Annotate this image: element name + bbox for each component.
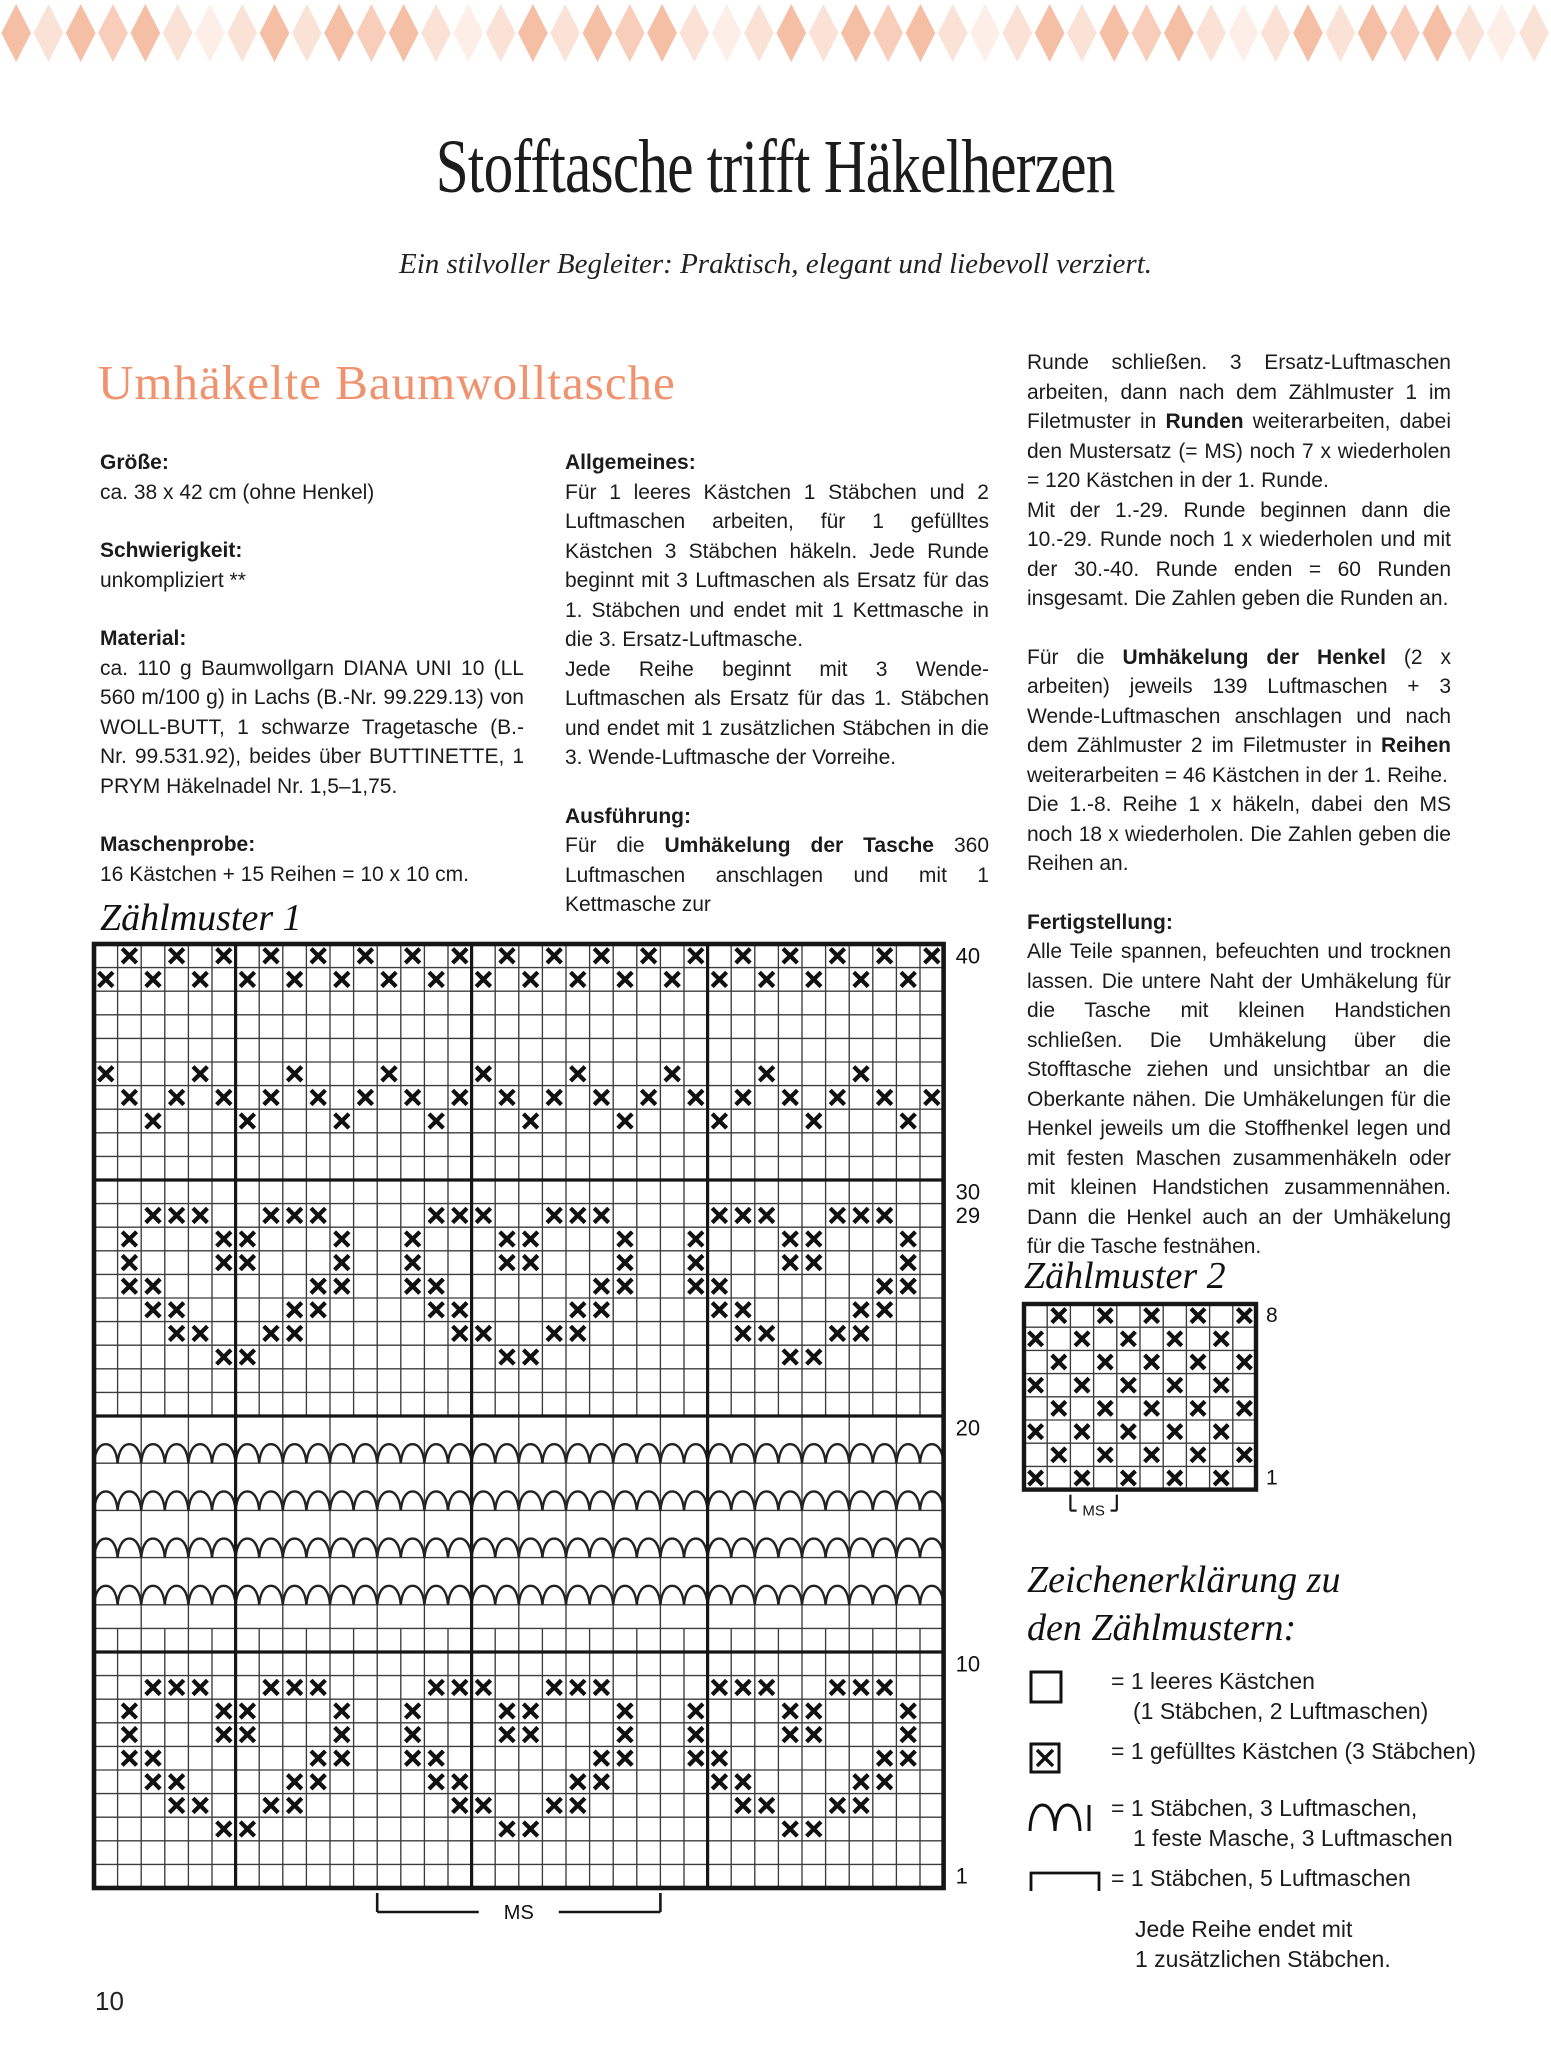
paragraph: Runde schließen. 3 Ersatz-Luftmaschen arbeiten, dann nach dem Zählmuster 1 im Filetmuster in Runden weiterarbeiten, dabei den Mustersatz (= MS) noch 7 x wiederholen = 120 Kästchen in der 1. Runde. bbox=[1027, 351, 1451, 492]
diamond-shape bbox=[291, 4, 323, 62]
text-block bbox=[100, 624, 524, 801]
paragraph: Für die Umhäkelung der Henkel (2 x arbeiten) jeweils 139 Luftmaschen + 3 Wende-Luftmaschen anschlagen und nach dem Zählmuster 2 im Filetmuster in Reihen weiterarbeiten = 46 Kästchen in der 1. Reihe. bbox=[1027, 645, 1452, 787]
diamond-shape bbox=[1486, 4, 1518, 62]
wide-bracket-icon bbox=[1027, 1863, 1111, 1904]
column-right bbox=[1027, 348, 1451, 1291]
svg-text:8: 8 bbox=[1266, 1304, 1278, 1328]
svg-text:10: 10 bbox=[955, 1651, 981, 1677]
zaehlmuster2-chart bbox=[1018, 1298, 1318, 1553]
text-block bbox=[1027, 908, 1451, 1262]
text-block bbox=[565, 802, 989, 920]
diamond-shape bbox=[581, 4, 613, 62]
svg-text:40: 40 bbox=[955, 943, 981, 969]
paragraph: Alle Teile spannen, befeuchten und trocknen lassen. Die untere Naht der Umhäkelung für die Tasche mit kleinen Handstichen schließen. Die Umhäkelung über die Stofftasche ziehen und unsichtbar an die Oberkante nähen. Die Umhäkelungen für die Henkel jeweils um die Stoffhenkel legen und mit festen Maschen zusammenhäkeln oder mit kleinen Handstichen zusammennähen. Dann die Henkel auch an der Umhäkelung für die Tasche festnähen. bbox=[1027, 940, 1451, 1258]
diamond-shape bbox=[969, 4, 1001, 62]
diamond-shape bbox=[840, 4, 872, 62]
diamond-shape bbox=[904, 4, 936, 62]
page-number: 10 bbox=[95, 1986, 124, 2016]
diamond-shape bbox=[1518, 4, 1550, 62]
diamond-shape bbox=[1356, 4, 1388, 62]
text-block bbox=[565, 448, 989, 773]
text-block bbox=[100, 536, 524, 595]
svg-text:MS: MS bbox=[1082, 1502, 1105, 1520]
diamond-shape bbox=[323, 4, 355, 62]
diamond-shape bbox=[1421, 4, 1453, 62]
paragraph: unkompliziert ** bbox=[100, 568, 246, 592]
legend-heading: Zeichenerklärung zu den Zählmustern: bbox=[1027, 1559, 1341, 1649]
text-block bbox=[1027, 348, 1451, 614]
text-block bbox=[1027, 643, 1451, 879]
diamond-shape bbox=[452, 4, 484, 62]
legend-item-filled-square: = 1 gefülltes Kästchen (3 Stäbchen) bbox=[1027, 1736, 1507, 1783]
text-block bbox=[100, 830, 524, 889]
page-subtitle: Ein stilvoller Begleiter: Praktisch, elegant und liebevoll verziert. bbox=[399, 248, 1152, 280]
paragraph: 16 Kästchen + 15 Reihen = 10 x 10 cm. bbox=[100, 862, 469, 886]
diamond-shape bbox=[549, 4, 581, 62]
diamond-shape bbox=[420, 4, 452, 62]
diamond-shape bbox=[646, 4, 678, 62]
diamond-shape bbox=[484, 4, 516, 62]
block-heading: Maschenprobe: bbox=[100, 833, 256, 856]
diamond-shape bbox=[1260, 4, 1292, 62]
diamond-shape bbox=[937, 4, 969, 62]
paragraph: Für die Umhäkelung der Tasche 360 Luftmaschen anschlagen und mit 1 Kettmasche zur bbox=[565, 834, 990, 916]
diamond-shape bbox=[775, 4, 807, 62]
paragraph: ca. 38 x 42 cm (ohne Henkel) bbox=[100, 480, 375, 504]
diamond-shape bbox=[1066, 4, 1098, 62]
diamond-shape bbox=[129, 4, 161, 62]
legend-item-empty-square: = 1 leeres Kästchen (1 Stäbchen, 2 Luftmaschen) bbox=[1027, 1666, 1507, 1726]
diamond-shape bbox=[1227, 4, 1259, 62]
diamond-shape bbox=[161, 4, 193, 62]
diamond-shape bbox=[1098, 4, 1130, 62]
svg-text:20: 20 bbox=[955, 1415, 981, 1441]
svg-text:MS: MS bbox=[503, 1902, 534, 1924]
diamond-shape bbox=[517, 4, 549, 62]
diamond-shape bbox=[1195, 4, 1227, 62]
diamond-shape bbox=[32, 4, 64, 62]
block-heading: Schwierigkeit: bbox=[100, 539, 243, 562]
column-middle bbox=[565, 448, 989, 949]
text-block bbox=[100, 448, 524, 507]
diamond-shape bbox=[1324, 4, 1356, 62]
diamond-shape bbox=[97, 4, 129, 62]
header-diamond-pattern bbox=[0, 4, 1551, 62]
diamond-shape bbox=[1292, 4, 1324, 62]
svg-text:1: 1 bbox=[955, 1863, 968, 1889]
article-heading: Umhäkelte Baumwolltasche bbox=[98, 355, 676, 410]
svg-text:30: 30 bbox=[955, 1179, 981, 1205]
legend-item-double-arc: = 1 Stäbchen, 3 Luftmaschen, 1 feste Masche, 3 Luftmaschen bbox=[1027, 1793, 1507, 1853]
svg-text:1: 1 bbox=[1266, 1466, 1278, 1490]
zaehlmuster2-title: Zählmuster 2 bbox=[1024, 1255, 1226, 1297]
legend-item-wide-bracket: = 1 Stäbchen, 5 Luftmaschen bbox=[1027, 1863, 1507, 1904]
filled-square-icon bbox=[1027, 1736, 1111, 1783]
diamond-shape bbox=[65, 4, 97, 62]
page-title: Stofftasche trifft Häkelherzen bbox=[436, 125, 1115, 209]
diamond-shape bbox=[1389, 4, 1421, 62]
diamond-shape bbox=[872, 4, 904, 62]
diamond-shape bbox=[614, 4, 646, 62]
block-heading: Größe: bbox=[100, 451, 169, 474]
paragraph: Für 1 leeres Kästchen 1 Stäbchen und 2 Luftmaschen arbeiten, für 1 gefülltes Kästchen 3 Stäbchen häkeln. Jede Runde beginnt mit 3 Luftmaschen als Ersatz für das 1. Stäbchen und endet mit 1 Kettmasche in die 3. Ersatz-Luftmasche. bbox=[565, 480, 989, 651]
diamond-shape bbox=[1163, 4, 1195, 62]
diamond-shape bbox=[1034, 4, 1066, 62]
paragraph: Mit der 1.-29. Runde beginnen dann die 10.-29. Runde noch 1 x wiederholen und mit der 30.-40. Runde enden = 60 Runden insgesamt. Die Zahlen geben die Runden an. bbox=[1027, 498, 1451, 610]
column-left bbox=[100, 448, 524, 918]
empty-square-icon bbox=[1027, 1666, 1111, 1713]
diamond-shape bbox=[258, 4, 290, 62]
paragraph: ca. 110 g Baumwollgarn DIANA UNI 10 (LL 560 m/100 g) in Lachs (B.-Nr. 99.229.13) von WOLL-BUTT, 1 schwarze Tragetasche (B.-Nr. 99.531.92), beides über BUTTINETTE, 1 PRYM Häkelnadel Nr. 1,5–1,75. bbox=[100, 656, 524, 798]
diamond-shape bbox=[678, 4, 710, 62]
block-heading: Fertigstellung: bbox=[1027, 910, 1173, 934]
block-heading: Allgemeines: bbox=[565, 451, 696, 474]
diamond-shape bbox=[1453, 4, 1485, 62]
symbol-legend bbox=[1027, 1556, 1507, 1974]
zaehlmuster1-chart bbox=[88, 938, 1038, 1953]
double-arc-icon bbox=[1027, 1793, 1111, 1842]
paragraph: Die 1.-8. Reihe 1 x häkeln, dabei den MS noch 18 x wiederholen. Die Zahlen geben die Reihen an. bbox=[1027, 793, 1451, 875]
diamond-shape bbox=[226, 4, 258, 62]
diamond-shape bbox=[807, 4, 839, 62]
diamond-shape bbox=[1130, 4, 1162, 62]
zaehlmuster1-title: Zählmuster 1 bbox=[100, 897, 302, 939]
diamond-shape bbox=[0, 4, 32, 62]
diamond-shape bbox=[194, 4, 226, 62]
diamond-shape bbox=[711, 4, 743, 62]
diamond-shape bbox=[355, 4, 387, 62]
diamond-shape bbox=[1001, 4, 1033, 62]
paragraph: Jede Reihe beginnt mit 3 Wende-Luftmaschen als Ersatz für das 1. Stäbchen und endet mit 1 zusätzlichen Stäbchen in die 3. Wende-Luftmasche der Vorreihe. bbox=[565, 657, 989, 769]
diamond-shape bbox=[388, 4, 420, 62]
svg-text:29: 29 bbox=[955, 1202, 981, 1228]
legend-note: Jede Reihe endet mit 1 zusätzlichen Stäbchen. bbox=[1135, 1916, 1391, 1972]
block-heading: Material: bbox=[100, 627, 187, 650]
diamond-shape bbox=[743, 4, 775, 62]
block-heading: Ausführung: bbox=[565, 804, 691, 828]
